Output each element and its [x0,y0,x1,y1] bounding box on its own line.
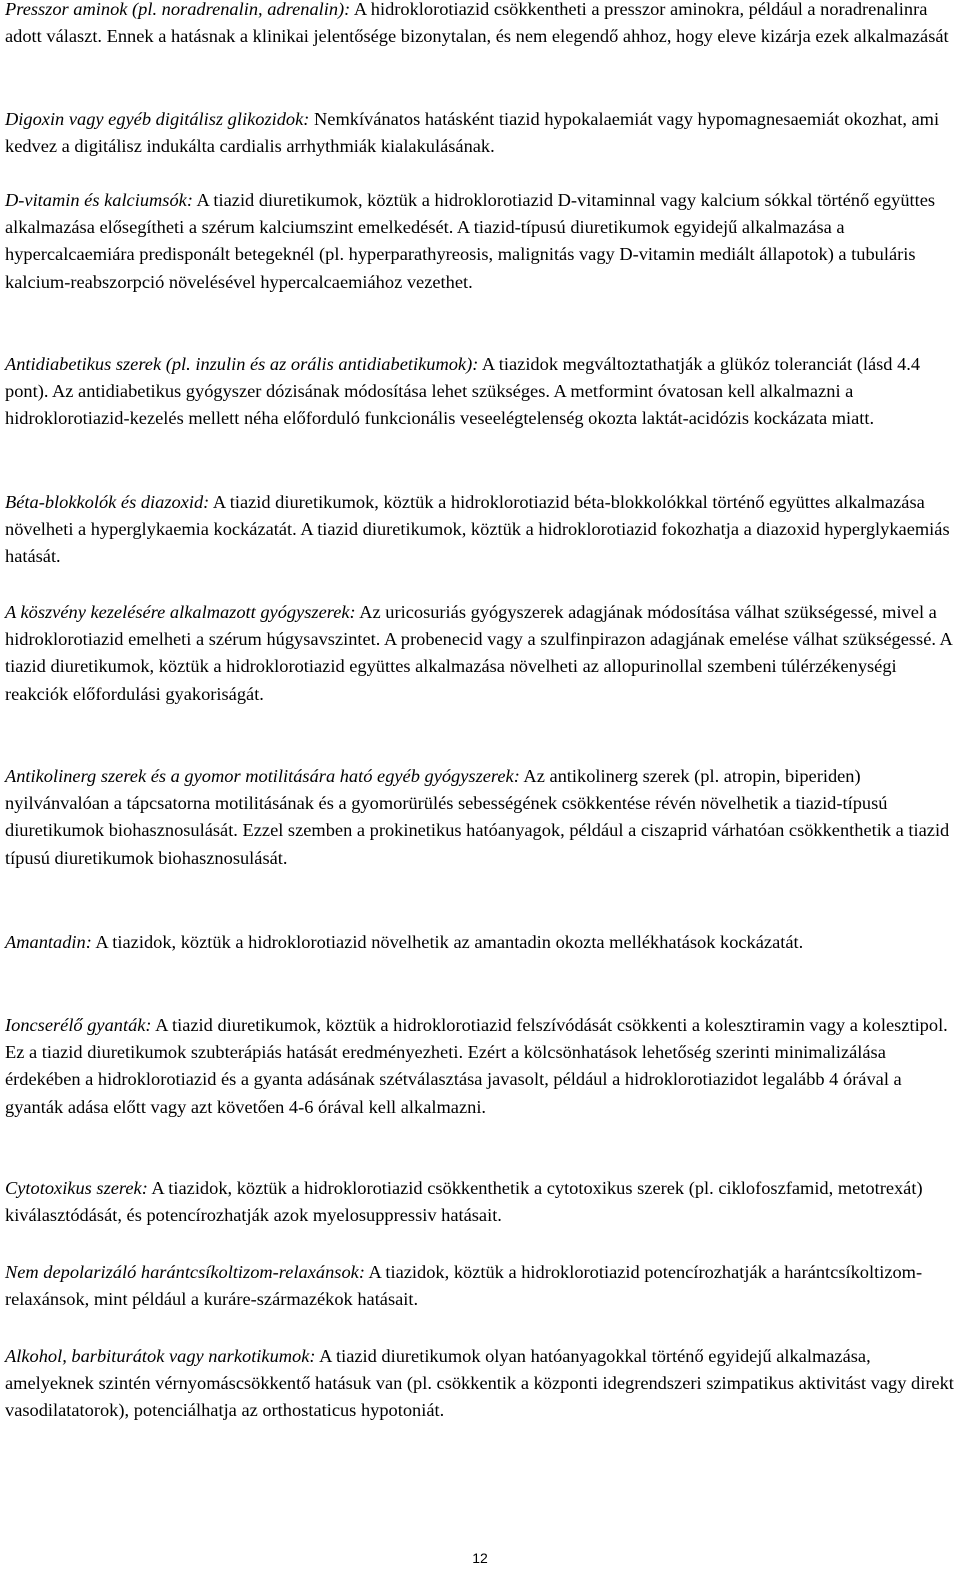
paragraph-ioncserelo [5,1012,955,1121]
paragraph-text: A tiazidok, köztük a hidroklorotiazid növelhetik az amantadin okozta mellékhatások kockázatát. [91,932,804,952]
paragraph-presszor-aminok [5,0,955,50]
paragraph-heading: Amantadin: [5,932,92,952]
paragraph-alkohol [5,1343,955,1425]
paragraph-digoxin [5,106,955,160]
paragraph-heading: Antikolinerg szerek és a gyomor motilitására ható egyéb gyógyszerek: [5,766,520,786]
paragraph-heading: Antidiabetikus szerek (pl. inzulin és az orális antidiabetikumok): [5,354,479,374]
paragraph-text: Az antikolinerg szerek (pl. atropin, biperiden) nyilvánvalóan a tápcsatorna motilitásának és a gyomorürülés sebességének csökkentése révén növelhetik a tiazid-típusú diuretikumok biohasznosulását. Ezzel szemben a prokinetikus hatóanyagok, például a ciszaprid várhatóan csökkenthetik a tiazid típusú diuretikumok biohasznosulását. [5,766,950,868]
paragraph-izomrelaxansok [5,1259,955,1313]
paragraph-text: A tiazid diuretikumok, köztük a hidroklorotiazid béta-blokkolókkal történő együttes alkalmazása növelheti a hyperglykaemia kockázatát. A tiazid diuretikumok, köztük a hidroklorotiazid fokozhatja a diazoxid hyperglykaemiás hatását. [5,492,950,567]
paragraph-text: A tiazid diuretikumok, köztük a hidroklorotiazid felszívódását csökkenti a kolesztiramin vagy a kolesztipol. Ez a tiazid diuretikumok szubterápiás hatását eredményezheti. Ezért a kölcsönhatások lehetőség szerinti minimalizálása érdekében a hidroklorotiazid és a gyanta adásának szétválasztása javasolt, például a hidroklorotiazidot legalább 4 órával a gyanták adása előtt vagy azt követően 4-6 órával kell alkalmazni. [5,1015,948,1117]
paragraph-heading: Nem depolarizáló harántcsíkoltizom-relaxánsok: [5,1262,365,1282]
paragraph-text: A tiazidok, köztük a hidroklorotiazid csökkenthetik a cytotoxikus szerek (pl. ciklofoszfamid, metotrexát) kiválasztódását, és potencírozhatják azok myelosuppressiv hatásait. [5,1178,923,1226]
paragraph-text: Az uricosuriás gyógyszerek adagjának módosítása válhat szükségessé, mivel a hidroklorotiazid emelheti a szérum húgysavszintet. A probenecid vagy a szulfinpirazon adagjának emelése válhat szükségessé. A tiazid diuretikumok, köztük a hidroklorotiazid együttes alkalmazása növelheti az allopurinollal szembeni túlérzékenységi reakciók előfordulási gyakoriságát. [5,602,952,704]
paragraph-text: A tiazid diuretikumok, köztük a hidroklorotiazid D-vitaminnal vagy kalcium sókkal történő együttes alkalmazása elősegítheti a szérum kalciumszint emelkedését. A tiazid-típusú diuretikumok egyidejű alkalmazása a hypercalcaemiára predisponált betegeknél (pl. hyperparathyreosis, malignitás vagy D-vitamin mediált állapotok) a tubuláris kalcium-reabszorpció növelésével hypercalcaemiához vezethet. [5,190,936,292]
paragraph-text: A hidroklorotiazid csökkentheti a presszor aminokra, például a noradrenalinra adott választ. Ennek a hatásnak a klinikai jelentősége bizonytalan, és nem elegendő ahhoz, hogy eleve kizárja ezek alkalmazását [5,0,949,47]
paragraph-antikolinerg [5,763,955,872]
paragraph-heading: D-vitamin és kalciumsók: [5,190,193,210]
paragraph-koszveny [5,599,955,708]
paragraph-heading: A köszvény kezelésére alkalmazott gyógyszerek: [5,602,356,622]
paragraph-cytotoxikus [5,1175,955,1229]
paragraph-amantadin [5,929,803,956]
page-number: 12 [472,1550,488,1566]
paragraph-beta-blokkolok [5,489,955,571]
paragraph-heading: Digoxin vagy egyéb digitálisz glikozidok: [5,109,310,129]
paragraph-text: A tiazid diuretikumok olyan hatóanyagokkal történő egyidejű alkalmazása, amelyeknek szintén vérnyomáscsökkentő hatásuk van (pl. csökkentik a központi idegrendszeri szimpatikus aktivitást vagy direkt vasodilatatorok), potenciálhatja az orthostaticus hypotoniát. [5,1346,954,1421]
paragraph-heading: Cytotoxikus szerek: [5,1178,148,1198]
paragraph-antidiabetikus [5,351,955,433]
paragraph-text: A tiazidok megváltoztathatják a glükóz toleranciát (lásd 4.4 pont). Az antidiabetikus gyógyszer dózisának módosítása lehet szükséges. A metformint óvatosan kell alkalmazni a hidroklorotiazid-kezelés mellett néha előforduló funkcionális veseelégtelenség okozta laktát-acidózis kockázata miatt. [5,354,921,429]
paragraph-heading: Béta-blokkolók és diazoxid: [5,492,210,512]
paragraph-heading: Alkohol, barbiturátok vagy narkotikumok: [5,1346,316,1366]
paragraph-heading: Presszor aminok (pl. noradrenalin, adrenalin): [5,0,351,19]
paragraph-text: A tiazidok, köztük a hidroklorotiazid potencírozhatják a harántcsíkoltizom-relaxánsok, mint például a kuráre-származékok hatásait. [5,1262,923,1310]
paragraph-text: Nemkívánatos hatásként tiazid hypokalaemiát vagy hypomagnesaemiát okozhat, ami kedvez a digitálisz indukálta cardialis arrhythmiák kialakulásának. [5,109,940,157]
paragraph-d-vitamin [5,187,955,296]
paragraph-heading: Ioncserélő gyanták: [5,1015,152,1035]
